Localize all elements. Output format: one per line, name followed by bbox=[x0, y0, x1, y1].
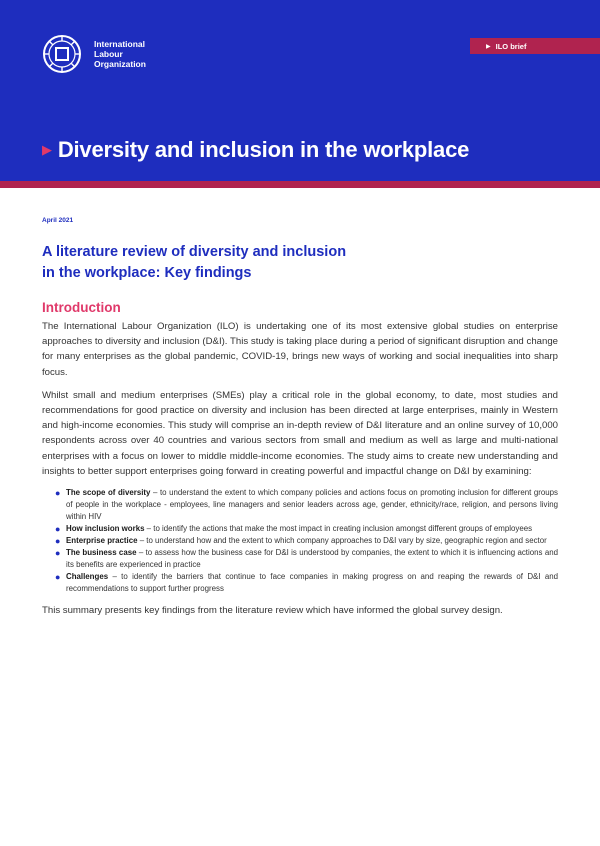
list-item-text: – to identify the actions that make the most impact in creating inclusion amongst different groups of employees bbox=[144, 524, 533, 534]
bullet-icon: ● bbox=[55, 536, 61, 547]
list-item bbox=[55, 535, 558, 547]
bullet-icon: ● bbox=[55, 572, 61, 583]
list-item-term: Enterprise practice bbox=[66, 536, 138, 546]
list-item bbox=[55, 487, 558, 523]
ilo-emblem-icon bbox=[42, 34, 82, 74]
triangle-right-icon: ▶ bbox=[486, 43, 491, 50]
study-areas-list bbox=[42, 487, 558, 595]
list-item-term: How inclusion works bbox=[66, 524, 145, 534]
ilo-logo bbox=[42, 34, 146, 74]
list-item-text: – to identify the barriers that continue to face companies in making progress on and reaping the rewards of D&I and recommendations to support further progress bbox=[66, 572, 558, 594]
org-name bbox=[94, 39, 146, 69]
list-item bbox=[55, 547, 558, 571]
list-item-term: Challenges bbox=[66, 572, 109, 582]
bullet-icon: ● bbox=[55, 488, 61, 499]
paragraph-2: Whilst small and medium enterprises (SMEs) play a critical role in the global economy, to date, most studies and recommendations for good practice on diversity and inclusion has been directed at large enterprises, mainly in Western and high-income economies. This study will comprise an in-depth review of D&I literature and an online survey of 10,000 respondents across over 40 countries and various sectors from small and medium as well as large and multi-national enterprises with a focus on lower to middle middle-income economies. The study aims to create new understanding and insights to better support enterprises going forward in creating powerful and impactful change on D&I by examining: bbox=[42, 389, 558, 477]
list-item bbox=[55, 571, 558, 595]
triangle-right-icon: ▶ bbox=[42, 142, 52, 157]
bullet-icon: ● bbox=[55, 548, 61, 559]
org-name-line3: Organization bbox=[94, 59, 146, 69]
org-name-line2: Labour bbox=[94, 49, 123, 59]
paragraph-3: This summary presents key findings from the literature review which have informed the global survey design. bbox=[42, 605, 503, 617]
document-title: A literature review of diversity and inclusion in the workplace: Key findings bbox=[42, 244, 347, 281]
publication-date: April 2021 bbox=[42, 217, 74, 224]
org-name-line1: International bbox=[94, 39, 146, 49]
list-item-text: – to assess how the business case for D&I is understood by companies, the extent to which it is influencing actions and its benefits are experienced in practice bbox=[66, 548, 558, 570]
brief-tag-label: ILO brief bbox=[495, 41, 527, 51]
header-title bbox=[42, 137, 469, 163]
bullet-icon: ● bbox=[55, 524, 61, 535]
brief-tag bbox=[470, 38, 600, 54]
paragraph-1: The International Labour Organization (ILO) is undertaking one of its most extensive global studies on enterprise approaches to diversity and inclusion (D&I). This study is taking place during a period of significant disruption and change for many enterprises as the global pandemic, COVID-19, brings new ways of working and social inequalities into sharp focus. bbox=[42, 321, 558, 378]
list-item-term: The scope of diversity bbox=[66, 488, 151, 498]
header-banner bbox=[0, 0, 600, 188]
section-heading-introduction: Introduction bbox=[42, 300, 121, 315]
document-body bbox=[42, 217, 558, 626]
list-item bbox=[55, 523, 558, 535]
list-item-term: The business case bbox=[66, 548, 137, 558]
header-title-text: Diversity and inclusion in the workplace bbox=[57, 137, 470, 162]
list-item-text: – to understand the extent to which company policies and actions focus on promoting inclusion for different groups of people in the workplace - employees, line managers and senior leaders across age, gender, ethnicity/race, religion, and persons living within HIV bbox=[66, 488, 558, 522]
header-accent-strip bbox=[0, 181, 600, 188]
list-item-text: – to understand how and the extent to which company approaches to D&I vary by size, geographic region and sector bbox=[137, 536, 547, 546]
